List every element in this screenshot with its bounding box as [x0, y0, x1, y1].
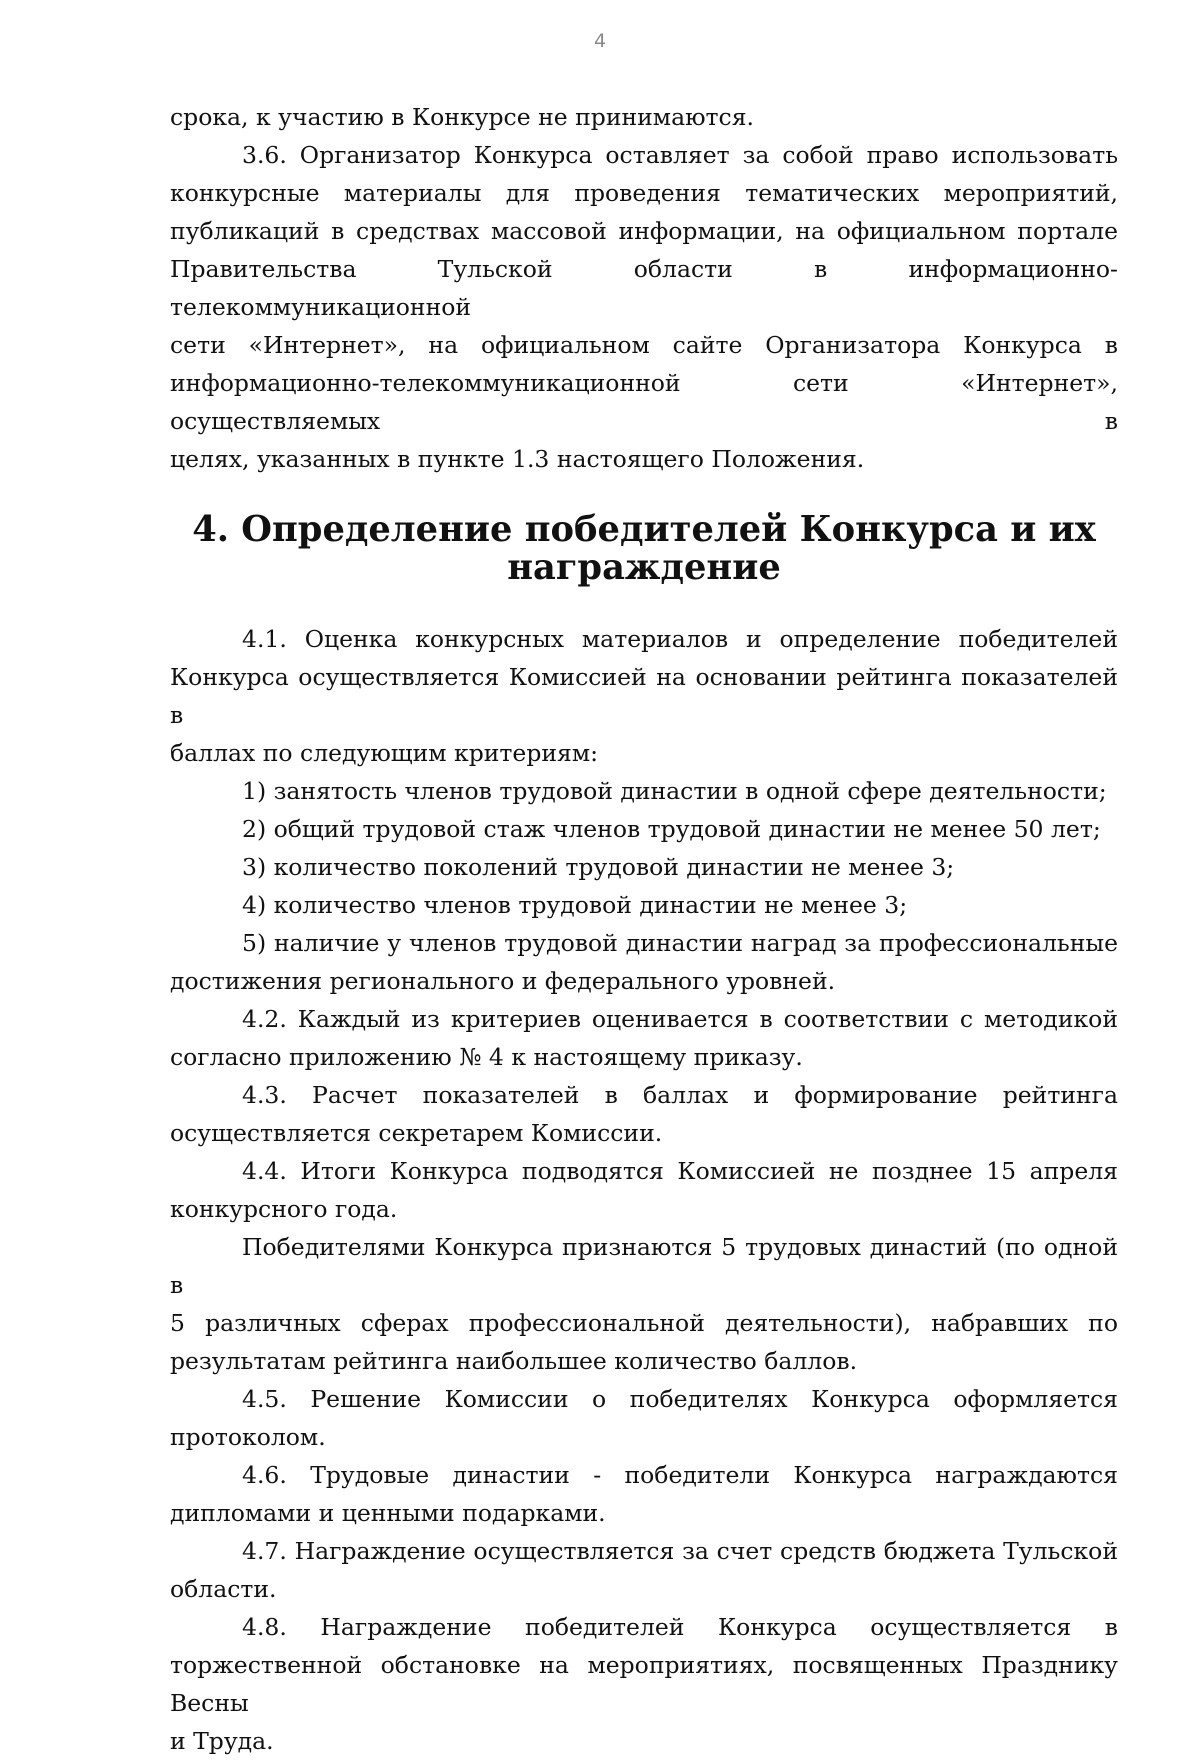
page-number: 4 — [593, 30, 607, 52]
document-body — [170, 98, 1118, 1760]
criteria-list — [170, 772, 1118, 924]
text-line: 4.5. Решение Комиссии о победителях Конкурса оформляется — [242, 1385, 1118, 1413]
text-line: баллах по следующим критериям: — [170, 739, 599, 767]
criterion-item: 2) общий трудовой стаж членов трудовой династии не менее 50 лет; — [242, 815, 1101, 843]
text-line: 4.4. Итоги Конкурса подводятся Комиссией не позднее 15 апреля — [242, 1157, 1118, 1185]
text-line: торжественной обстановке на мероприятиях, посвященных Празднику Весны — [170, 1651, 1118, 1717]
criterion-item: 3) количество поколений трудовой династии не менее 3; — [242, 853, 955, 881]
text-line: конкурсного года. — [170, 1195, 398, 1223]
text-line: 4.3. Расчет показателей в баллах и формирование рейтинга — [242, 1081, 1118, 1109]
text-line: Правительства Тульской области в информационно-телекоммуникационной — [170, 255, 1118, 321]
paragraph-4-4 — [170, 1152, 1118, 1228]
text-line: осуществляется секретарем Комиссии. — [170, 1119, 663, 1147]
paragraph-4-1 — [170, 620, 1118, 772]
text-line: публикаций в средствах массовой информации, на официальном портале — [170, 217, 1118, 245]
criterion-5 — [170, 924, 1118, 1000]
text-line: 5 различных сферах профессиональной деятельности), набравших по — [170, 1309, 1118, 1337]
text-line: дипломами и ценными подарками. — [170, 1499, 606, 1527]
text-line: 4.1. Оценка конкурсных материалов и определение победителей — [242, 625, 1118, 653]
text-line: 4.7. Награждение осуществляется за счет средств бюджета Тульской — [242, 1537, 1118, 1565]
text-line: конкурсные материалы для проведения тематических мероприятий, — [170, 179, 1118, 207]
paragraph-4-2 — [170, 1000, 1118, 1076]
paragraph-winners — [170, 1228, 1118, 1380]
text-line: целях, указанных в пункте 1.3 настоящего Положения. — [170, 445, 865, 473]
text-line: и Труда. — [170, 1727, 274, 1755]
text-line: Победителями Конкурса признаются 5 трудовых династий (по одной в — [170, 1233, 1118, 1299]
text-line: достижения регионального и федерального уровней. — [170, 967, 836, 995]
text-line: срока, к участию в Конкурсе не принимаются. — [170, 103, 755, 131]
text-line: информационно-телекоммуникационной сети «Интернет», осуществляемых в — [170, 369, 1118, 435]
text-line: согласно приложению № 4 к настоящему приказу. — [170, 1043, 803, 1071]
paragraph-continuation — [170, 98, 1118, 136]
paragraph-3-6 — [170, 136, 1118, 478]
criterion-item: 1) занятость членов трудовой династии в одной сфере деятельности; — [242, 777, 1107, 805]
text-line: области. — [170, 1575, 277, 1603]
text-line: 5) наличие у членов трудовой династии наград за профессиональные — [242, 929, 1118, 957]
criterion-item: 4) количество членов трудовой династии не менее 3; — [242, 891, 908, 919]
paragraph-4-8 — [170, 1608, 1118, 1760]
text-line: 4.2. Каждый из критериев оценивается в соответствии с методикой — [242, 1005, 1118, 1033]
text-line: протоколом. — [170, 1423, 326, 1451]
text-line: 3.6. Организатор Конкурса оставляет за собой право использовать — [242, 141, 1118, 169]
paragraph-4-6 — [170, 1456, 1118, 1532]
paragraph-4-5 — [170, 1380, 1118, 1456]
text-line: 4.6. Трудовые династии - победители Конкурса награждаются — [242, 1461, 1118, 1489]
text-line: 4.8. Награждение победителей Конкурса осуществляется в — [242, 1613, 1118, 1641]
text-line: сети «Интернет», на официальном сайте Организатора Конкурса в — [170, 331, 1118, 359]
text-line: Конкурса осуществляется Комиссией на основании рейтинга показателей в — [170, 663, 1118, 729]
paragraph-4-7 — [170, 1532, 1118, 1608]
text-line: результатам рейтинга наибольшее количество баллов. — [170, 1347, 858, 1375]
paragraph-4-3 — [170, 1076, 1118, 1152]
section-heading: 4. Определение победителей Конкурса и их награждение — [192, 509, 1096, 588]
